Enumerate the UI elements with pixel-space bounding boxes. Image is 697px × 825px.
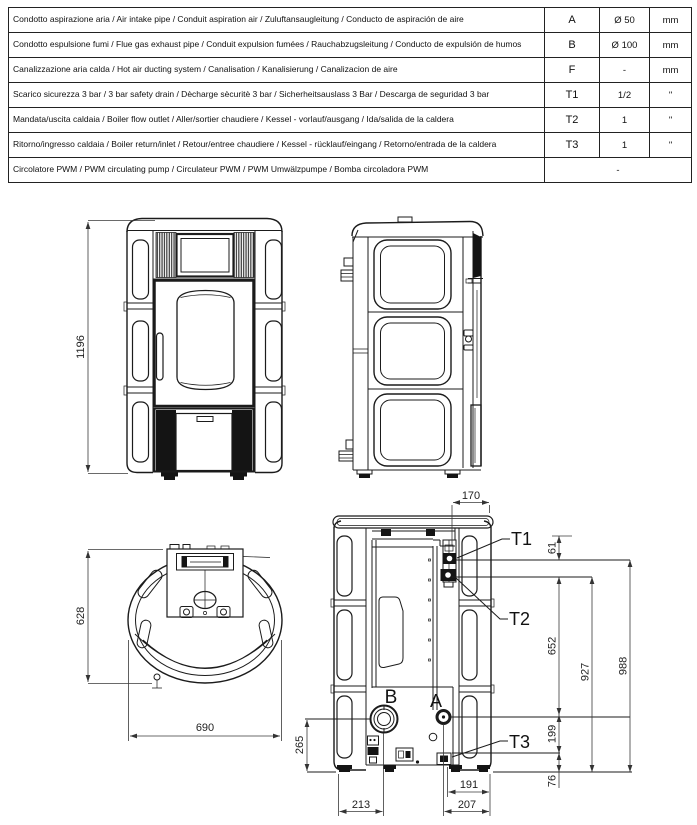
front-pellet-drawer — [155, 409, 254, 472]
rear-port-labels — [385, 529, 532, 757]
row-unit: " — [650, 83, 692, 108]
row-description: Ritorno/ingresso caldaia / Boiler return/inlet / Retour/entree chaudiere / Kessel - rücklauf/eingang / Retorno/entrada de la caldera — [9, 133, 545, 158]
t3-label: T3 — [509, 732, 531, 752]
table-row — [9, 108, 692, 133]
front-height-dimension — [75, 221, 155, 474]
row-value: 1 — [600, 133, 650, 158]
row-code: T2 — [545, 108, 600, 133]
rear-flue-height-dimension — [294, 720, 307, 771]
dim-170-label: 170 — [461, 490, 481, 502]
row-unit: " — [650, 108, 692, 133]
table-row — [9, 8, 692, 33]
b-label: B — [384, 687, 398, 708]
rear-lower-fittings — [368, 706, 452, 765]
row-value: Ø 100 — [600, 33, 650, 58]
row-description: Circolatore PWM / PWM circulating pump / Circulateur PWM / PWM Umwälzpumpe / Bomba circoladora PWM — [9, 158, 545, 183]
row-value: 1 — [600, 108, 650, 133]
front-top-grille — [153, 233, 255, 280]
dim-988-label: 988 — [617, 656, 630, 676]
dim-76-label: 76 — [546, 774, 559, 788]
top-width-label: 690 — [195, 722, 215, 734]
small-port — [429, 733, 437, 741]
dim-199-label: 199 — [546, 724, 559, 744]
row-value: Ø 50 — [600, 8, 650, 33]
rear-hydraulic-bracket — [441, 540, 457, 587]
rear-top-cap — [333, 516, 493, 528]
side-grille-shadow — [466, 233, 483, 283]
row-value: - — [600, 58, 650, 83]
row-code: T1 — [545, 83, 600, 108]
dim-213-label: 213 — [351, 799, 371, 811]
row-code: A — [545, 8, 600, 33]
row-value: 1/2 — [600, 83, 650, 108]
door-handle — [157, 333, 164, 380]
top-small-details — [152, 674, 162, 688]
table-row — [9, 83, 692, 108]
t2-fitting — [441, 569, 457, 587]
side-body-outline — [352, 217, 483, 470]
dim-191-label: 191 — [459, 779, 479, 791]
row-unit: mm — [650, 8, 692, 33]
t1-fitting — [443, 553, 457, 564]
row-description: Condotto aspirazione aria / Air intake pipe / Conduit aspiration air / Zuluftansaugleitung / Conducto de aspiración de aire — [9, 8, 545, 33]
row-code: F — [545, 58, 600, 83]
row-code: B — [545, 33, 600, 58]
front-feet — [161, 473, 247, 481]
front-view — [75, 219, 285, 481]
left-bracket — [368, 736, 379, 763]
row-description: Condotto espulsione fumi / Flue gas exhaust pipe / Conduit expulsion fumées / Rauchabzugsleitung / Conducto de expulsión de humos — [9, 33, 545, 58]
rear-reference-lines — [305, 536, 632, 772]
row-unit: " — [650, 133, 692, 158]
spec-table — [8, 7, 692, 183]
a-label: A — [429, 691, 443, 711]
row-unit: mm — [650, 58, 692, 83]
t3-fitting — [437, 753, 451, 765]
row-description: Canalizzazione aria calda / Hot air ducting system / Canalisation / Kanalisierung / Canalizacion de aire — [9, 58, 545, 83]
row-unit: mm — [650, 33, 692, 58]
rear-pipe-offset-dimension — [452, 490, 490, 545]
control-box — [396, 748, 419, 764]
a-air-intake — [437, 711, 450, 724]
rear-right-dimension-chain — [547, 536, 631, 788]
technical-drawing — [0, 178, 697, 825]
dim-207-label: 207 — [457, 799, 477, 811]
row-description: Scarico sicurezza 3 bar / 3 bar safety drain / Dècharge sècuritè 3 bar / Sicherheitsauslass 3 Bar / Descarga de seguridad 3 bar — [9, 83, 545, 108]
front-height-label: 1196 — [75, 335, 87, 359]
side-feet — [357, 470, 460, 478]
table-row — [9, 33, 692, 58]
t2-label: T2 — [509, 609, 531, 629]
b-flue-flange — [371, 706, 398, 733]
top-view — [75, 545, 282, 742]
table-row — [9, 58, 692, 83]
rear-body-outline — [334, 521, 491, 770]
dim-61-label: 61 — [546, 541, 559, 555]
table-row — [9, 133, 692, 158]
row-code: T3 — [545, 133, 600, 158]
dim-927-label: 927 — [579, 662, 592, 682]
side-view — [339, 217, 483, 478]
rear-view — [294, 490, 632, 816]
rear-side-panels — [331, 536, 494, 758]
dim-265-label: 265 — [294, 735, 306, 755]
side-panels — [368, 240, 463, 466]
t1-label: T1 — [511, 529, 533, 549]
row-description: Mandata/uscita caldaia / Boiler flow outlet / Aller/sortier chaudiere / Kessel - vorlauf/ausgang / Ida/salida de la caldera — [9, 108, 545, 133]
row-value: - — [545, 158, 692, 183]
front-fire-door — [155, 281, 254, 407]
dim-652-label: 652 — [546, 636, 559, 656]
top-depth-label: 628 — [75, 606, 87, 626]
rear-feet — [337, 765, 490, 772]
